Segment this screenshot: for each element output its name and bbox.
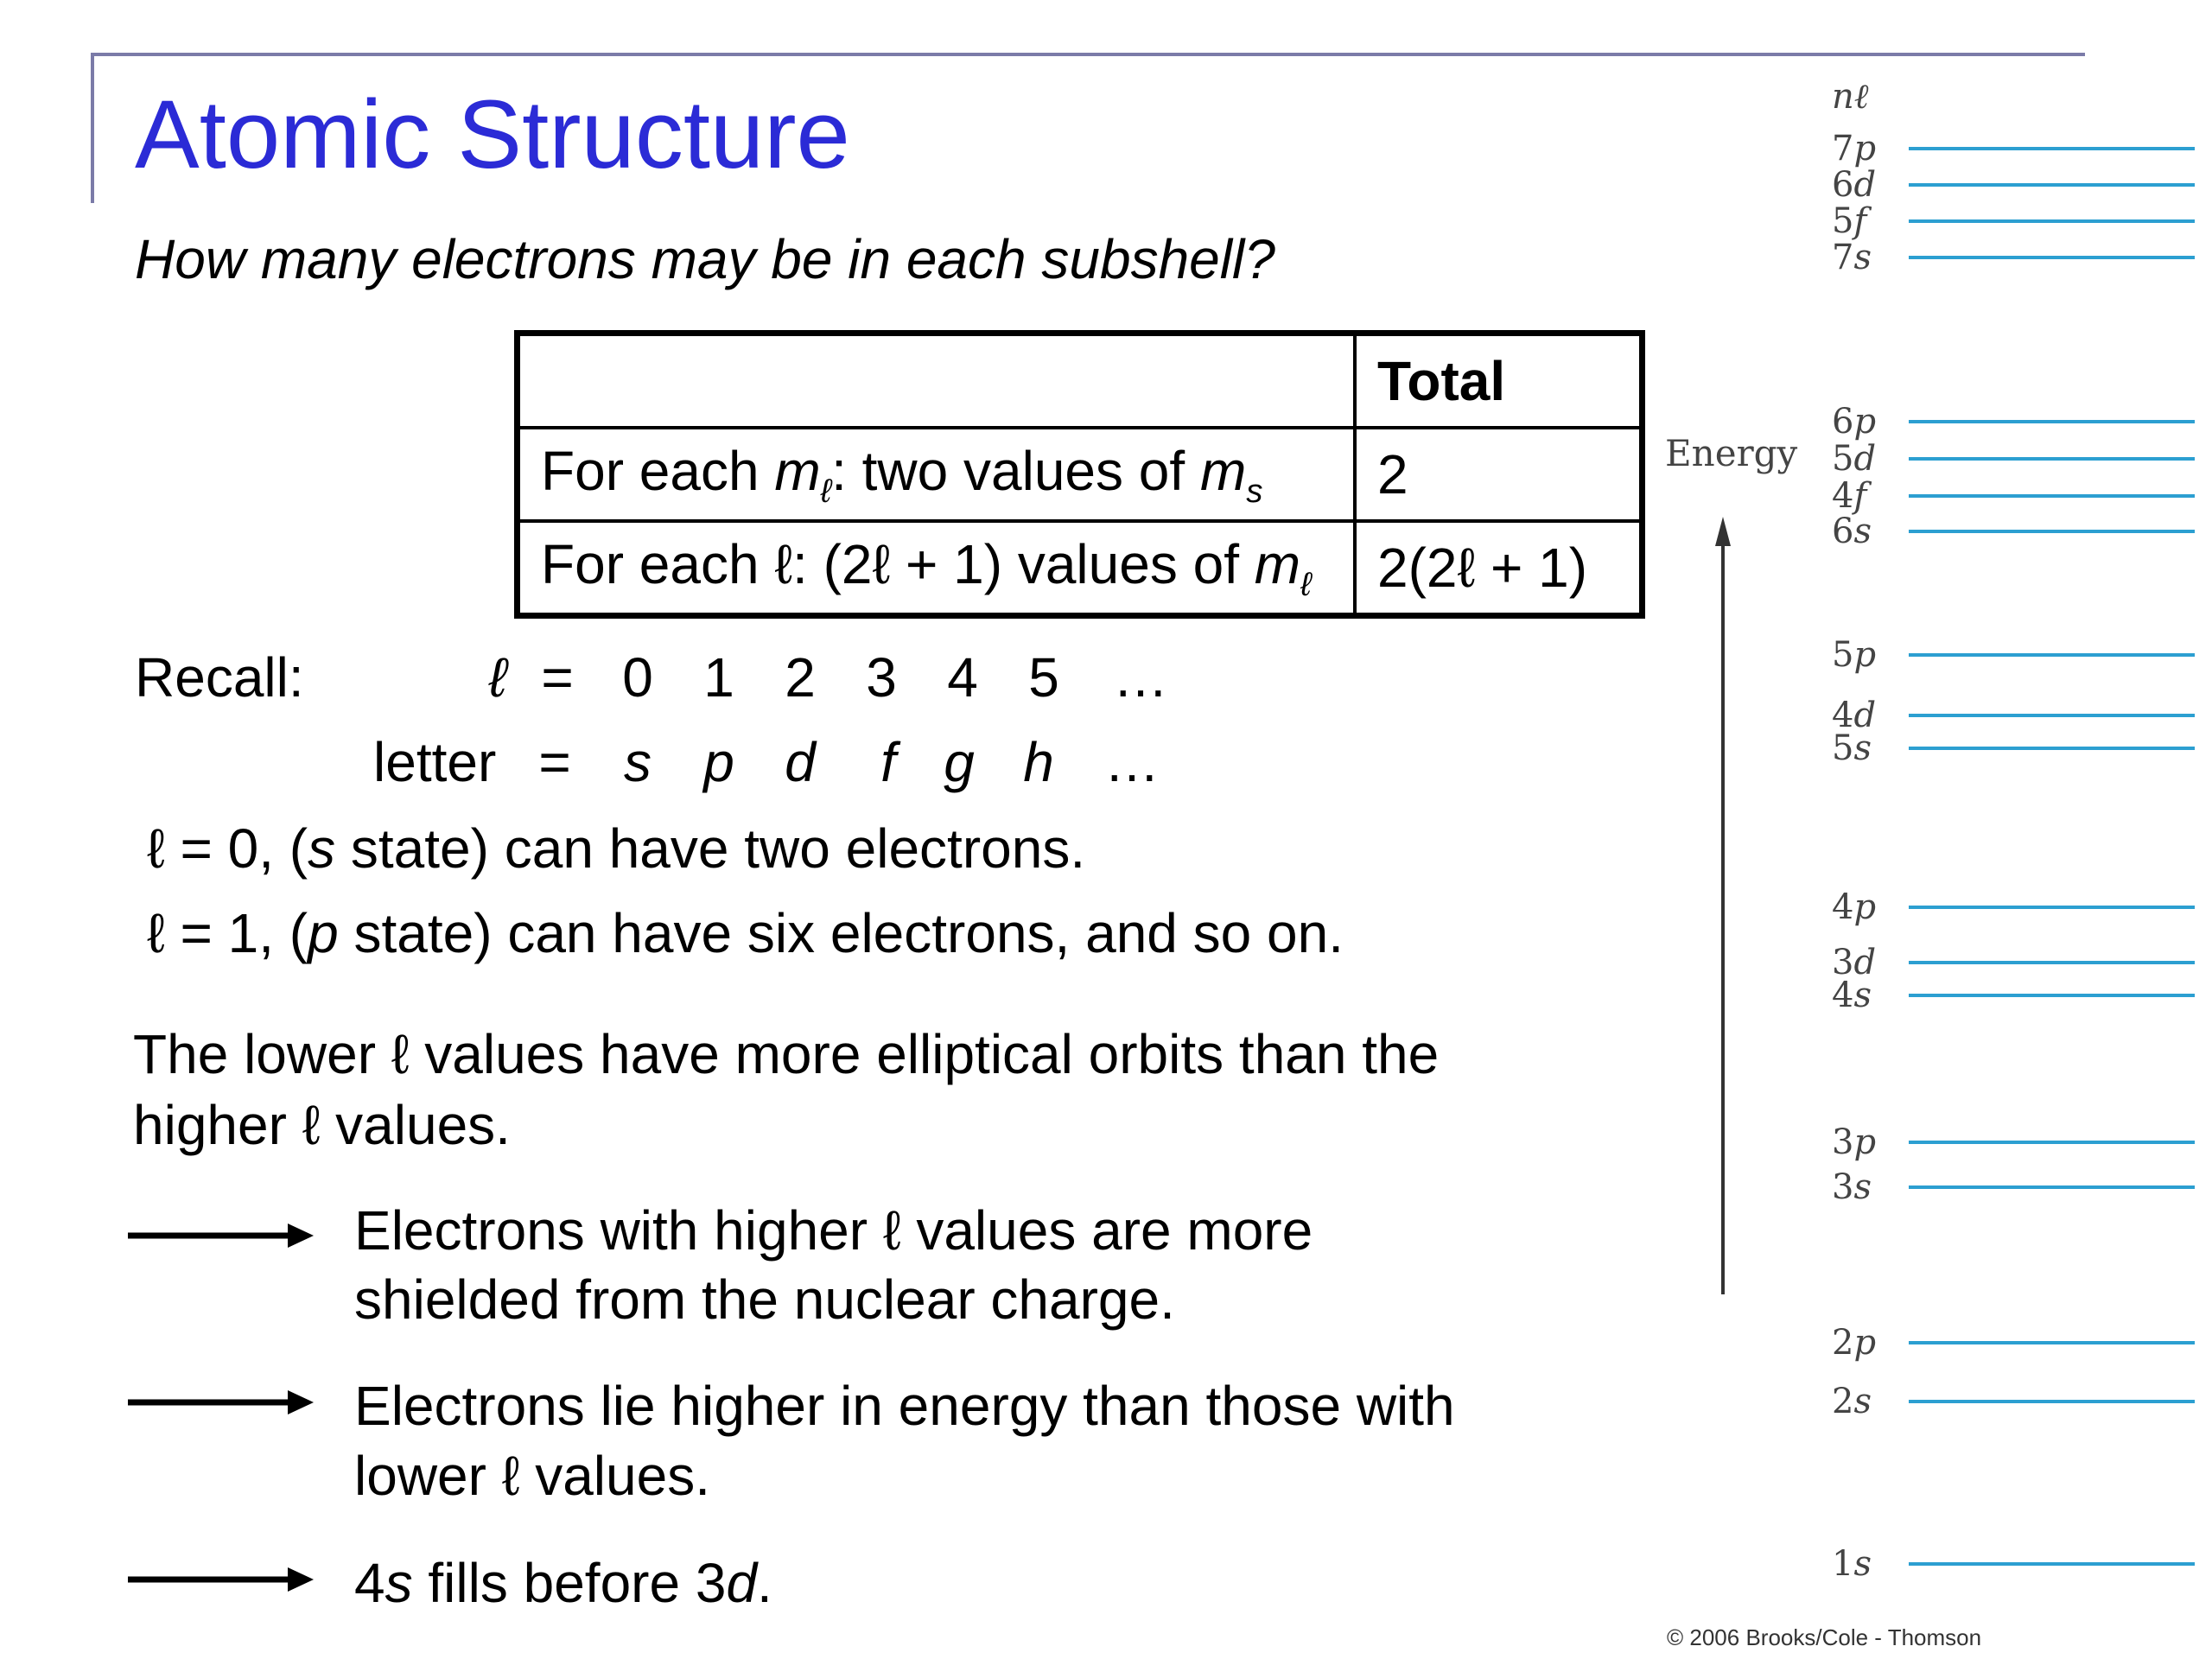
elliptical-line2: higher ℓ values. bbox=[133, 1094, 511, 1156]
row1-ms-sub: s bbox=[1246, 472, 1263, 510]
copyright-text: © 2006 Brooks/Cole - Thomson bbox=[1667, 1624, 1982, 1650]
energy-level-label: 3p bbox=[1832, 1122, 1877, 1162]
row1-ml-sub: ℓ bbox=[820, 472, 832, 510]
recall-label: Recall: bbox=[135, 646, 304, 709]
title-rule-side bbox=[91, 53, 94, 203]
energy-level-line bbox=[1909, 906, 2195, 909]
energy-level-label: 2p bbox=[1832, 1323, 1877, 1363]
row2-pre: For each ℓ: (2ℓ + 1) values of bbox=[541, 532, 1255, 595]
arrow2-line1: Electrons lie higher in energy than those with bbox=[354, 1375, 1455, 1437]
recall-l-value: 5 bbox=[1028, 646, 1059, 709]
recall-letter: s bbox=[624, 731, 652, 793]
table-header-row bbox=[518, 334, 1643, 429]
energy-level-line bbox=[1909, 420, 2195, 423]
energy-level-line bbox=[1909, 1185, 2195, 1189]
recall-letter: p bbox=[703, 731, 734, 793]
energy-level-label: 4f bbox=[1832, 476, 1867, 516]
energy-level-label: 7s bbox=[1832, 238, 1872, 277]
arrow2-line2: lower ℓ values. bbox=[354, 1445, 710, 1507]
row1-ms: m bbox=[1199, 439, 1247, 502]
energy-level-line bbox=[1909, 961, 2195, 964]
recall-l-value: 4 bbox=[947, 646, 978, 709]
energy-level-label: 1s bbox=[1832, 1544, 1872, 1584]
table-header-total: Total bbox=[1355, 334, 1643, 429]
energy-level-line bbox=[1909, 219, 2195, 223]
energy-level-label: 5f bbox=[1832, 201, 1867, 241]
recall-letter: … bbox=[1104, 731, 1160, 793]
energy-level-line bbox=[1909, 747, 2195, 750]
arrow-right-icon bbox=[128, 1562, 318, 1597]
s-state-post: state) can have two electrons. bbox=[335, 817, 1086, 880]
row1-mid: : two values of bbox=[831, 439, 1200, 502]
subshell-table bbox=[514, 330, 1645, 619]
energy-level-line bbox=[1909, 714, 2195, 717]
arrow-right-icon bbox=[128, 1385, 318, 1420]
row1-ml: m bbox=[774, 439, 821, 502]
recall-eq: = bbox=[541, 646, 574, 709]
arrow3-post: . bbox=[757, 1552, 772, 1614]
table-row bbox=[518, 521, 1643, 616]
energy-axis-label: Energy bbox=[1665, 432, 1798, 474]
energy-level-line bbox=[1909, 994, 2195, 997]
arrow1-line2: shielded from the nuclear charge. bbox=[354, 1268, 1175, 1331]
table-row bbox=[518, 428, 1643, 521]
energy-level-label: 6s bbox=[1832, 512, 1872, 551]
arrow3-d: d bbox=[726, 1552, 758, 1614]
arrow3-s: s bbox=[385, 1552, 413, 1614]
table-header-empty bbox=[518, 334, 1356, 429]
energy-level-line bbox=[1909, 457, 2195, 461]
energy-level-line bbox=[1909, 147, 2195, 150]
energy-level-label: 6d bbox=[1832, 165, 1877, 205]
recall-l-value: 1 bbox=[703, 646, 734, 709]
recall-letter: f bbox=[880, 731, 896, 793]
elliptical-line1: The lower ℓ values have more elliptical orbits than the bbox=[133, 1023, 1440, 1085]
s-state-letter: s bbox=[308, 817, 336, 880]
energy-level-line bbox=[1909, 1141, 2195, 1144]
p-state-post: state) can have six electrons, and so on. bbox=[338, 902, 1344, 964]
title-rule-top bbox=[91, 53, 2085, 56]
p-state-letter: p bbox=[308, 902, 339, 964]
energy-level-label: 4s bbox=[1832, 976, 1872, 1015]
energy-level-label: 4d bbox=[1832, 696, 1877, 735]
energy-level-label: 3s bbox=[1832, 1167, 1872, 1207]
arrow1-line1: Electrons with higher ℓ values are more bbox=[354, 1199, 1313, 1262]
energy-level-label: 4p bbox=[1832, 887, 1877, 927]
row2-ml: m bbox=[1254, 532, 1301, 595]
energy-up-arrow-icon bbox=[1711, 517, 1735, 1296]
arrow3-text bbox=[354, 1552, 772, 1614]
energy-level-line bbox=[1909, 256, 2195, 259]
recall-l-value: … bbox=[1113, 646, 1168, 709]
table-row1-total: 2 bbox=[1355, 428, 1643, 521]
recall-letter: h bbox=[1023, 731, 1054, 793]
energy-header-nl: nℓ bbox=[1832, 77, 1869, 117]
arrow3-pre: 4 bbox=[354, 1552, 385, 1614]
energy-level-label: 5d bbox=[1832, 439, 1877, 479]
letter-label: letter bbox=[373, 731, 497, 793]
s-state-statement bbox=[147, 817, 1086, 880]
table-row2-label bbox=[518, 521, 1356, 616]
arrow-right-icon bbox=[128, 1218, 318, 1253]
recall-letter: d bbox=[785, 731, 816, 793]
s-state-pre: ℓ = 0, ( bbox=[147, 817, 308, 880]
energy-level-label: 5p bbox=[1832, 635, 1877, 675]
recall-letter: g bbox=[944, 731, 975, 793]
table-row1-label bbox=[518, 428, 1356, 521]
energy-level-line bbox=[1909, 1400, 2195, 1403]
energy-level-line bbox=[1909, 183, 2195, 187]
row1-pre: For each bbox=[541, 439, 775, 502]
arrow3-mid: fills before 3 bbox=[412, 1552, 727, 1614]
energy-level-label: 7p bbox=[1832, 129, 1877, 168]
recall-l-symbol: ℓ bbox=[488, 646, 507, 709]
energy-level-line bbox=[1909, 494, 2195, 498]
row2-ml-sub: ℓ bbox=[1300, 565, 1312, 603]
p-state-statement bbox=[147, 902, 1344, 964]
slide-subtitle: How many electrons may be in each subshell? bbox=[135, 228, 1275, 290]
table-row2-total: 2(2ℓ + 1) bbox=[1355, 521, 1643, 616]
energy-level-label: 6p bbox=[1832, 402, 1877, 442]
energy-level-label: 3d bbox=[1832, 943, 1877, 982]
energy-level-line bbox=[1909, 1562, 2195, 1566]
energy-level-label: 2s bbox=[1832, 1382, 1872, 1421]
energy-level-line bbox=[1909, 1341, 2195, 1344]
p-state-pre: ℓ = 1, ( bbox=[147, 902, 308, 964]
recall-l-value: 0 bbox=[622, 646, 653, 709]
recall-l-value: 2 bbox=[785, 646, 816, 709]
slide-title: Atomic Structure bbox=[135, 80, 850, 188]
letter-eq: = bbox=[538, 731, 571, 793]
recall-l-value: 3 bbox=[866, 646, 897, 709]
energy-level-line bbox=[1909, 653, 2195, 657]
energy-level-label: 5s bbox=[1832, 728, 1872, 768]
energy-level-line bbox=[1909, 530, 2195, 533]
